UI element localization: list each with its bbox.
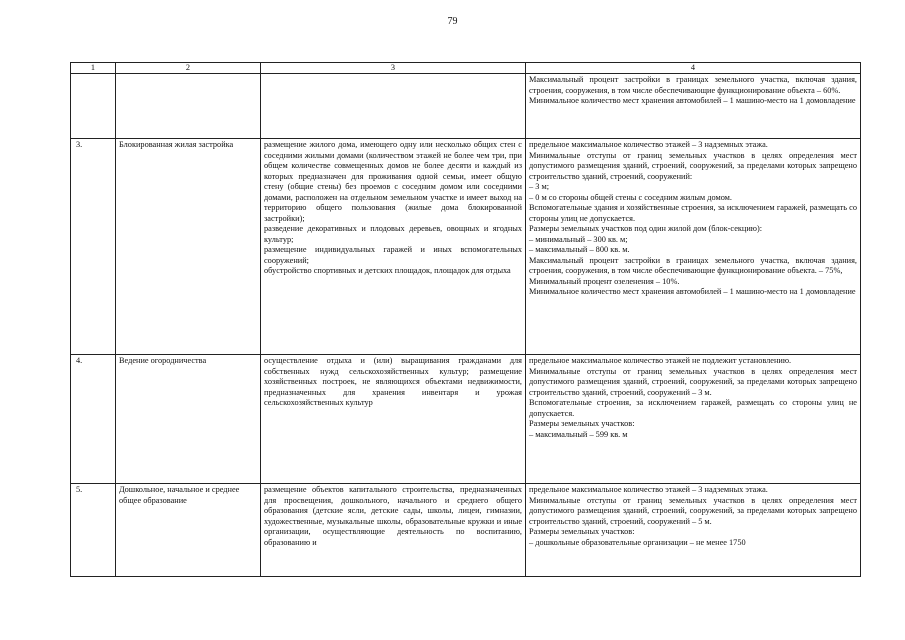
use-description [261, 139, 526, 355]
page-number: 79 [447, 16, 458, 27]
header-col-4: 4 [526, 63, 861, 74]
param-text: Минимальные отступы от границ земельных участков в целях определения мест допустимого размещения зданий, строений, сооружений, за пределами которых запрещено строительство зданий, строений, сооружений – 3 м. [529, 366, 857, 397]
cell-parameters [526, 484, 861, 577]
param-text: Минимальные отступы от границ земельных участков в целях определения мест допустимого размещения зданий, строений, сооружений, за пределами которых запрещено строительство зданий, строений, сооружений – 5 м. [529, 495, 857, 526]
cell-parameters [526, 139, 861, 355]
param-text: Минимальное количество мест хранения автомобилей – 1 машино-место на 1 домовладение [529, 287, 856, 296]
cell-empty [71, 74, 116, 139]
desc-text: размещение объектов капитального строительства, предназначенных для просвещения, дошкольного, начального и среднего общего образования (детские ясли, детские сады, школы, лицеи, гимназии, художественные, музыкальные школы, образовательные кружки и иные организации, осуществляющие деятельность по воспитанию, образованию и [264, 485, 522, 547]
header-col-3: 3 [261, 63, 526, 74]
use-description [261, 484, 526, 577]
table-row [71, 139, 861, 355]
header-col-2: 2 [116, 63, 261, 74]
param-text: – минимальный – 300 кв. м; [529, 234, 628, 244]
param-text: Вспомогательные здания и хозяйственные строения, за исключением гаражей, размещать со стороны улиц не допускается. [529, 203, 857, 223]
desc-text: размещение индивидуальных гаражей и иных вспомогательных сооружений; [264, 245, 522, 265]
table-row-continuation [71, 74, 861, 139]
param-text: – максимальный – 599 кв. м [529, 429, 628, 439]
row-number: 3. [71, 139, 116, 355]
table-header-row [71, 63, 861, 74]
param-text: Максимальный процент застройки в границах земельного участка, включая здания, строения, сооружения, в том числе обеспечивающие функционирование объекта – 60%. [529, 75, 857, 95]
table-row [71, 484, 861, 577]
cell-parameters [526, 355, 861, 484]
desc-text: осуществление отдыха и (или) выращивания гражданами для собственных нужд сельскохозяйственных культур; размещение хозяйственных построек, не являющихся объектами недвижимости, предназначенных для хранения инвентаря и урожая сельскохозяйственных культур [264, 356, 522, 407]
param-text: предельное максимальное количество этажей – 3 надземных этажа. [529, 140, 768, 149]
zoning-table [70, 62, 861, 577]
cell-empty [116, 74, 261, 139]
use-name: Блокированная жилая застройка [116, 139, 261, 355]
header-col-1: 1 [71, 63, 116, 74]
row-number: 4. [71, 355, 116, 484]
use-name: Дошкольное, начальное и среднее общее образование [116, 484, 261, 577]
param-text: – максимальный – 800 кв. м. [529, 245, 630, 254]
row-number: 5. [71, 484, 116, 577]
param-text: Размеры земельных участков под один жилой дом (блок-секцию): [529, 224, 763, 233]
param-text: Минимальный процент озеленения – 10%. [529, 276, 680, 286]
cell-empty [261, 74, 526, 139]
param-text: – дошкольные образовательные организации – не менее 1750 [529, 537, 746, 547]
use-name: Ведение огородничества [116, 355, 261, 484]
param-text: предельное максимальное количество этажей – 3 надземных этажа. [529, 485, 768, 494]
param-text: предельное максимальное количество этажей не подлежит установлению. [529, 356, 792, 365]
param-text: Минимальные отступы от границ земельных участков в целях определения мест допустимого размещения зданий, строений, сооружений, за пределами которых запрещено строительство зданий, строений, сооружений: [529, 150, 857, 181]
param-text: Максимальный процент застройки в границах земельного участка, включая здания, строения, сооружения, в том числе обеспечивающие функционирование объекта. – 75%, [529, 255, 857, 275]
table-row [71, 355, 861, 484]
param-text: Размеры земельных участков: [529, 527, 635, 536]
cell-parameters [526, 74, 861, 139]
param-text: – 0 м со стороны общей стены с соседним жилым домом. [529, 192, 733, 202]
desc-text: разведение декоративных и плодовых деревьев, овощных и ягодных культур; [264, 224, 522, 244]
param-text: Минимальное количество мест хранения автомобилей – 1 машино-место на 1 домовладение [529, 96, 856, 105]
desc-text: размещение жилого дома, имеющего одну или несколько общих стен с соседними жилыми домами (количеством этажей не более чем три, при общем количестве совмещенных домов не более десяти и каждый из которых предназначен для проживания одной семьи, имеет общую стену (общие стены) без проемов с соседним домом или соседними домами, расположен на отдельном земельном участке и имеет выход на территорию общего пользования (жилые дома блокированной застройки); [264, 140, 522, 223]
use-description [261, 355, 526, 484]
param-text: – 3 м; [529, 182, 550, 191]
param-text: Вспомогательные строения, за исключением гаражей, размещать со стороны улиц не допускается. [529, 398, 857, 418]
param-text: Размеры земельных участков: [529, 419, 635, 428]
desc-text: обустройство спортивных и детских площадок, площадок для отдыха [264, 266, 511, 275]
